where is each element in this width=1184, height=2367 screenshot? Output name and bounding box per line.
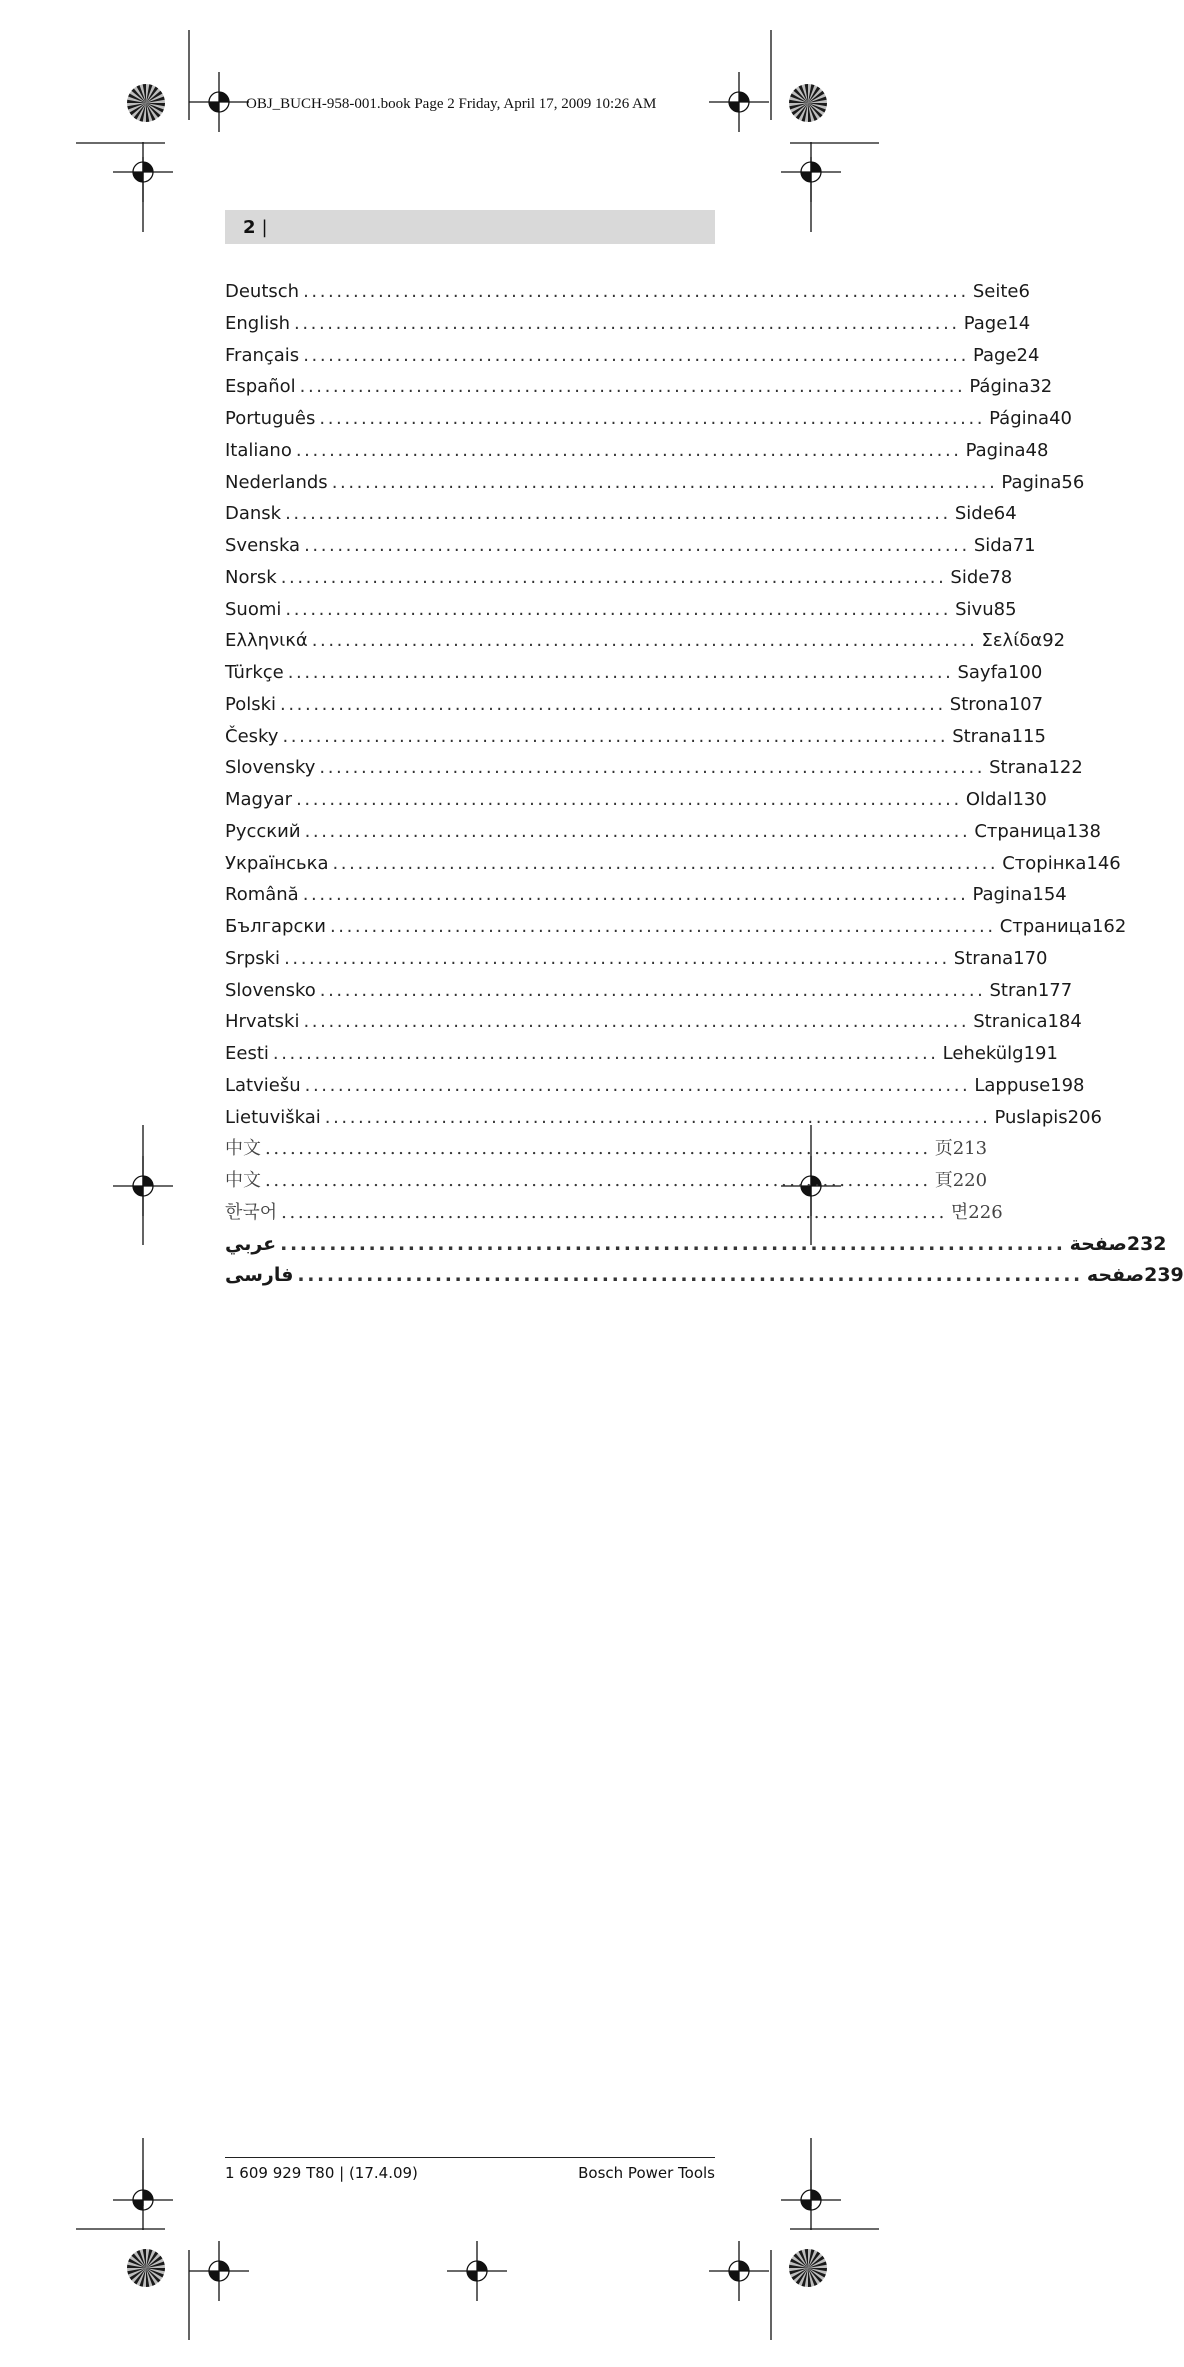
toc-language: Türkçe — [225, 662, 284, 683]
toc-language: Română — [225, 884, 299, 906]
toc-dot-leader: ................................................................................ — [319, 408, 986, 429]
toc-dot-leader: ................................................................................ — [295, 439, 962, 461]
toc-dot-leader: ................................................................................ — [304, 820, 971, 842]
page-number: 2 — [243, 216, 256, 238]
registration-target — [709, 2241, 769, 2301]
toc-entry — [225, 784, 1047, 816]
toc-page-number: 138 — [1066, 820, 1101, 842]
toc-dot-leader: ................................................................................ — [287, 662, 954, 683]
toc-entry — [225, 276, 1030, 308]
toc-language: Hrvatski — [225, 1011, 300, 1033]
toc-page-word: Lappuse — [974, 1074, 1051, 1096]
toc-language: Svenska — [225, 535, 301, 556]
toc-language: Lietuviškai — [225, 1106, 321, 1128]
toc-entry — [225, 1102, 1103, 1134]
toc-page-word: Página — [989, 408, 1050, 429]
toc-entry — [225, 625, 1066, 657]
toc-dot-leader: ................................................................................ — [299, 376, 966, 398]
toc-dot-leader: ................................................................................ — [311, 630, 978, 652]
toc-dot-leader: ................................................................................ — [282, 725, 949, 747]
registration-target — [781, 142, 841, 202]
toc-language: Slovensko — [225, 979, 316, 1001]
color-starburst — [127, 2249, 165, 2287]
page-number-separator: | — [261, 216, 268, 238]
toc-page-number: 177 — [1037, 979, 1073, 1001]
toc-language: Eesti — [225, 1043, 269, 1064]
toc-entry — [225, 1260, 1184, 1292]
registration-target — [189, 72, 249, 132]
toc-entry — [225, 1197, 1003, 1229]
toc-page-number: 40 — [1049, 408, 1072, 429]
toc-dot-leader: ................................................................................ — [285, 503, 951, 525]
toc-dot-leader: ................................................................................ — [285, 598, 952, 620]
toc-page-number: 115 — [1011, 725, 1046, 747]
color-starburst — [789, 2249, 827, 2287]
color-starburst — [127, 84, 165, 122]
toc-language: Nederlands — [225, 471, 328, 493]
toc-page-word: Σελίδα — [981, 630, 1043, 652]
toc-dot-leader: ................................................................................ — [324, 1106, 991, 1128]
toc-page-word: 頁 — [934, 1170, 953, 1191]
toc-language: English — [225, 312, 290, 334]
registration-target — [113, 142, 173, 202]
toc-language: Česky — [225, 725, 279, 747]
toc-dot-leader: ................................................................................ — [303, 281, 969, 302]
toc-page-number: 56 — [1061, 471, 1085, 493]
toc-language: Português — [225, 408, 316, 429]
toc-language: Ελληνικά — [225, 630, 308, 652]
toc-page-word: 면 — [950, 1201, 969, 1223]
toc-dot-leader: ................................................................................ — [280, 1232, 1066, 1255]
registration-target — [189, 2241, 249, 2301]
toc-dot-leader: ................................................................................ — [265, 1138, 931, 1160]
toc-dot-leader: ................................................................................ — [272, 1043, 939, 1064]
toc-entry — [225, 594, 1017, 626]
toc-page-number: 162 — [1091, 916, 1127, 937]
toc-page-number: 78 — [989, 566, 1013, 588]
toc-entry — [225, 435, 1049, 467]
toc-entry — [225, 1038, 1058, 1070]
toc-entry — [225, 848, 1121, 880]
toc-page-word: Sivu — [955, 598, 994, 620]
toc-page-number: 14 — [1007, 312, 1031, 334]
toc-page-number: 92 — [1042, 630, 1066, 652]
toc-entry — [225, 975, 1073, 1007]
toc-entry — [225, 1165, 988, 1197]
toc-language: Norsk — [225, 566, 277, 588]
toc-dot-leader: ................................................................................ — [284, 947, 950, 969]
toc-dot-leader: ................................................................................ — [280, 566, 947, 588]
toc-page-word: Seite — [972, 281, 1019, 302]
toc-language: 한국어 — [225, 1201, 278, 1223]
toc-dot-leader: ................................................................................ — [304, 1074, 971, 1096]
toc-page-word: Strana — [952, 725, 1012, 747]
toc-page-word: Страница — [999, 916, 1092, 937]
toc-page-word: Página — [969, 376, 1030, 398]
toc-entry — [225, 943, 1048, 975]
language-table-of-contents — [225, 276, 1184, 1292]
toc-dot-leader: ................................................................................ — [332, 852, 999, 874]
toc-dot-leader: ................................................................................ — [304, 535, 970, 556]
toc-page-number: 85 — [993, 598, 1017, 620]
toc-page-word: Side — [950, 566, 990, 588]
toc-page-word: Страница — [974, 820, 1067, 842]
toc-language: Русский — [225, 820, 301, 842]
toc-page-number: 184 — [1047, 1011, 1082, 1033]
page-header-bar — [225, 210, 715, 244]
toc-language: Italiano — [225, 439, 292, 461]
toc-page-word: Pagina — [1001, 471, 1062, 493]
toc-entry — [225, 879, 1067, 911]
toc-page-number: 239 — [1144, 1264, 1184, 1287]
toc-language: Français — [225, 344, 300, 366]
toc-entry — [225, 530, 1036, 562]
toc-entry — [225, 308, 1031, 340]
toc-language: Español — [225, 376, 296, 398]
toc-page-word: Puslapis — [994, 1106, 1068, 1128]
toc-dot-leader: ................................................................................ — [303, 1011, 970, 1033]
footer-rule — [225, 2157, 715, 2158]
toc-language: فارسی — [225, 1264, 294, 1287]
toc-entry — [225, 911, 1127, 943]
toc-language: عربي — [225, 1232, 277, 1255]
toc-page-number: 32 — [1029, 376, 1053, 398]
toc-entry — [225, 1070, 1085, 1102]
toc-entry — [225, 403, 1072, 435]
toc-entry — [225, 562, 1013, 594]
toc-page-number: 206 — [1067, 1106, 1103, 1128]
toc-language: Polski — [225, 693, 277, 715]
toc-page-word: Pagina — [972, 884, 1033, 906]
toc-page-number: 100 — [1007, 662, 1043, 683]
toc-entry — [225, 467, 1085, 499]
toc-page-word: Сторінка — [1002, 852, 1087, 874]
toc-entry — [225, 498, 1017, 530]
color-starburst — [789, 84, 827, 122]
toc-page-number: 220 — [952, 1170, 988, 1191]
toc-language: Latviešu — [225, 1074, 301, 1096]
print-slug-line: OBJ_BUCH-958-001.book Page 2 Friday, April 17, 2009 10:26 AM — [246, 96, 657, 112]
toc-entry — [225, 816, 1101, 848]
toc-page-number: 24 — [1016, 344, 1040, 366]
toc-dot-leader: ................................................................................ — [329, 916, 996, 937]
toc-page-word: صفحه — [1086, 1264, 1145, 1287]
toc-page-number: 64 — [993, 503, 1017, 525]
toc-page-word: Strana — [989, 757, 1049, 779]
toc-page-number: 170 — [1013, 947, 1048, 969]
toc-language: Suomi — [225, 598, 282, 620]
toc-language: 中文 — [225, 1170, 261, 1191]
toc-dot-leader: ................................................................................ — [297, 1264, 1083, 1287]
toc-page-number: 154 — [1032, 884, 1067, 906]
toc-page-word: Lehekülg — [942, 1043, 1024, 1064]
toc-dot-leader: ................................................................................ — [294, 312, 960, 334]
toc-page-word: Strana — [953, 947, 1014, 969]
registration-target — [447, 2241, 507, 2301]
registration-target — [113, 2170, 173, 2230]
toc-page-word: Strona — [949, 693, 1009, 715]
toc-language: Български — [225, 916, 326, 937]
toc-entry — [225, 1229, 1167, 1261]
toc-dot-leader: ................................................................................ — [302, 884, 969, 906]
toc-page-word: Stran — [989, 979, 1038, 1001]
toc-language: Slovensky — [225, 757, 316, 779]
toc-page-number: 198 — [1050, 1074, 1085, 1096]
toc-entry — [225, 371, 1053, 403]
toc-dot-leader: ................................................................................ — [319, 979, 986, 1001]
toc-language: Deutsch — [225, 281, 300, 302]
toc-language: Українська — [225, 852, 329, 874]
toc-language: 中文 — [225, 1138, 261, 1160]
toc-page-word: Oldal — [965, 789, 1013, 810]
toc-entry — [225, 657, 1043, 689]
toc-language: Srpski — [225, 947, 281, 969]
toc-dot-leader: ................................................................................ — [265, 1170, 931, 1191]
registration-target — [781, 2170, 841, 2230]
toc-dot-leader: ................................................................................ — [281, 1201, 947, 1223]
toc-page-number: 232 — [1126, 1232, 1167, 1255]
footer-brand: Bosch Power Tools — [578, 2164, 715, 2182]
toc-dot-leader: ................................................................................ — [280, 693, 946, 715]
toc-page-word: صفحة — [1069, 1232, 1127, 1255]
toc-page-number: 6 — [1018, 281, 1030, 302]
toc-page-word: Page — [972, 344, 1017, 366]
toc-entry — [225, 340, 1040, 372]
footer-part-number: 1 609 929 T80 | (17.4.09) — [225, 2164, 418, 2182]
toc-language: Dansk — [225, 503, 282, 525]
toc-page-word: Sida — [973, 535, 1013, 556]
toc-page-number: 122 — [1048, 757, 1083, 779]
toc-page-word: Stranica — [973, 1011, 1048, 1033]
toc-entry — [225, 752, 1083, 784]
toc-page-number: 226 — [968, 1201, 1003, 1223]
toc-dot-leader: ................................................................................ — [303, 344, 969, 366]
toc-page-number: 191 — [1023, 1043, 1058, 1064]
toc-entry — [225, 721, 1046, 753]
toc-page-number: 130 — [1012, 789, 1047, 810]
toc-entry — [225, 1133, 988, 1165]
toc-entry — [225, 689, 1044, 721]
toc-page-word: Pagina — [965, 439, 1026, 461]
toc-page-number: 213 — [952, 1138, 988, 1160]
toc-page-number: 48 — [1025, 439, 1049, 461]
toc-page-number: 146 — [1086, 852, 1121, 874]
toc-language: Magyar — [225, 789, 293, 810]
toc-page-word: Page — [963, 312, 1008, 334]
toc-dot-leader: ................................................................................ — [296, 789, 962, 810]
toc-page-word: Side — [954, 503, 994, 525]
toc-entry — [225, 1006, 1082, 1038]
toc-page-word: Sayfa — [957, 662, 1008, 683]
toc-dot-leader: ................................................................................ — [331, 471, 998, 493]
toc-page-number: 71 — [1012, 535, 1036, 556]
toc-page-number: 107 — [1008, 693, 1044, 715]
toc-page-word: 页 — [934, 1138, 953, 1160]
toc-dot-leader: ................................................................................ — [319, 757, 986, 779]
